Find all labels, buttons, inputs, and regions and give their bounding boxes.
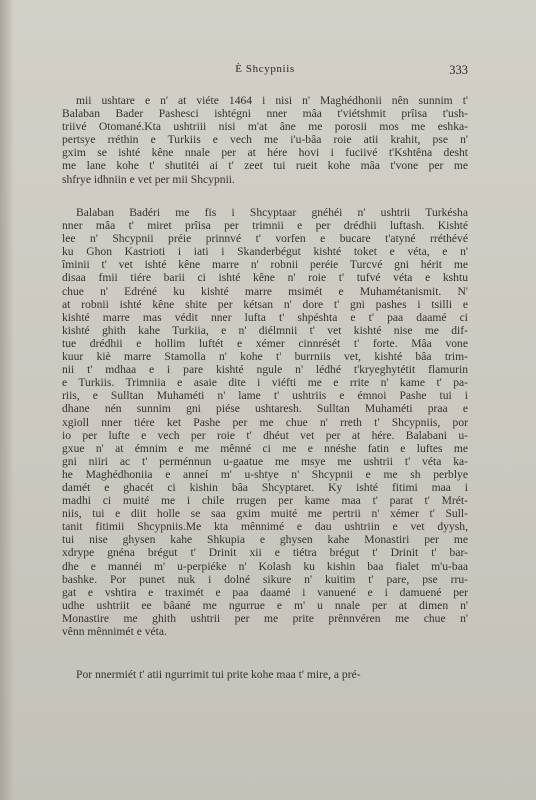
page-number: 333 bbox=[449, 63, 468, 77]
text-line: damét e ghacét ci kishin bâa Shcyptaret. Ky ishté fitimi maa i bbox=[62, 480, 468, 494]
paragraph bbox=[62, 668, 468, 681]
page-header bbox=[62, 63, 468, 81]
text-line: lee n' Shcypnii préie prinnvé t' vorfen e bucare t'atyné rréthévé bbox=[62, 232, 468, 246]
text-line: bashke. Por punet nuk i dolné sikure n' kuitim t' pare, pse rru- bbox=[62, 572, 468, 586]
text-line: vênn mênnimét e véta. bbox=[62, 625, 167, 638]
text-line: kuur kiè marre Stamolla n' kohe t' burrniis vet, kishté bâa trim- bbox=[62, 350, 468, 364]
text-line: he Maghédhoniia e anneí m' u-shtye n' Shcypnii e me sh perblye bbox=[62, 467, 468, 481]
text-line: shfrye idhniin e vet per mii Shcypnii. bbox=[62, 172, 235, 186]
text-line: triivé Otomané.Kta ushtriii nisi m'at âne me porosii mos me eshka- bbox=[62, 120, 468, 134]
text-line: kishté marre mas védit nner lufta t' shpéshta e t' paa daamé ci bbox=[62, 310, 468, 324]
text-line: Balaban Badéri me fis i Shcyptaar gnéhéi n' ushtrii Turkésha bbox=[76, 206, 468, 219]
text-line: gni niiri ac t' perménnun u-gaatue me msye me ushtrii t' véta ka- bbox=[62, 454, 468, 468]
text-line: disaa fmii tiére barii ci ishté kêne n' roie t' tufvé véta e kshtu bbox=[62, 271, 468, 285]
paragraph bbox=[62, 206, 468, 638]
paragraph bbox=[62, 94, 468, 186]
text-line: tue drédhii e hollim luftét e xémer cinnrését t' forte. Mâa vone bbox=[62, 336, 468, 350]
text-line: udhe ushtriit ee bâané me ngurrue e m' u nnale per at dimen n' bbox=[62, 598, 468, 612]
text-line: tui nise ghysen kahe Shkupia e ghysen kahe Monastiri per me bbox=[62, 533, 468, 547]
text-line: nner mâa t' miret prîisa per trimnii e per drédhii luftash. Kishté bbox=[62, 219, 468, 233]
text-line: gxue n' at émnim e me mênné ci me e nnéshe fatin e luftes me bbox=[62, 441, 468, 455]
text-line: Balaban Bader Pashesci ishtégni nner mâa t'viétshmit prîisa t'ush- bbox=[62, 107, 468, 121]
text-line: pertsye rréthin e Turkiis e vech me i'u-bâa roie atii krahit, pse n' bbox=[62, 133, 468, 147]
text-line: io per lufte e vech per roie t' dhéut vet per at hére. Balabani u- bbox=[62, 428, 468, 442]
text-line: ku Ghon Kastrioti i iati i Skanderbégut kishté toket e véta, e n' bbox=[62, 245, 468, 259]
text-line: kishté ghith kahe Turkiia, e n' diélmnii t' vet kishté nise me dif- bbox=[62, 323, 468, 337]
text-line: xdrype gnéna brégut t' Drinit xii e tiétra brégut t' Drinit t' bar- bbox=[62, 546, 468, 560]
text-line: riis, e Sulltan Muhaméti n' lame t' ushtriis e émnoi Pashe tui i bbox=[62, 389, 468, 403]
text-line: niis, tui e diit holle se saa gxim muité me pertrii n' xémer t' Sull- bbox=[62, 507, 468, 521]
text-line: gxim se ishté kêne nnale per at hére hovi i fuciivé t'Kshtêna desht bbox=[62, 146, 468, 160]
running-title: È Shcypniis bbox=[235, 63, 295, 75]
text-line: nii t' mdhaa e i pare kishté ngule n' lédhé t'kryeghytétit flamurin bbox=[62, 363, 468, 377]
text-line: at robnii ishté kêne shite per kétsan n' dore t' gni pashes i tsilli e bbox=[62, 297, 468, 311]
text-line: îminii t' vet ishté kêne marre n' robnii peréie Turcvé gni hérit me bbox=[62, 258, 468, 272]
text-line: e Turkiis. Trimniia e asaie dite i viéfti me e rrite n' kame t' pa- bbox=[62, 376, 468, 390]
text-line: me lane kohe t' shutitéi ai t' zeet tui rueit kohe mâa t'vone per me bbox=[62, 159, 468, 173]
text-line: dhane nén sunnim gni piése ushtaresh. Sulltan Muhaméti praa e bbox=[62, 402, 468, 416]
text-line: madhi ci muité me i chile rrugen per kame maa t' parat t' Mrét- bbox=[62, 494, 468, 508]
text-line: tanit fitimii Shcypniis.Me kta mênnimé e dau ushtriin e vet dyysh, bbox=[62, 520, 468, 534]
text-line: Por nnermiét t' atii ngurrimit tui prite kohe maa t' mire, a pré- bbox=[76, 668, 361, 681]
text-line: dhe e mannéi m' u-perpiéke n' Kolash ku kishin baa fialet m'u-baa bbox=[62, 559, 468, 573]
text-line: mii ushtare e n' at viéte 1464 i nisi n' Maghédhonii nên sunnim t' bbox=[76, 94, 468, 107]
text-line: xgioll nner tiére ket Pashe per me chue n' rreth t' Shcypniis, por bbox=[62, 415, 468, 429]
text-line: chue n' Edréné ku kishté marre msimét e Muhamétanismit. N' bbox=[62, 284, 468, 298]
text-line: Monastire me ghith ushtrii per me prite prênnvéren me chue n' bbox=[62, 611, 468, 625]
text-line: gat e vshtira e traximét e paa daamé i vanuené e i damuené per bbox=[62, 585, 468, 599]
